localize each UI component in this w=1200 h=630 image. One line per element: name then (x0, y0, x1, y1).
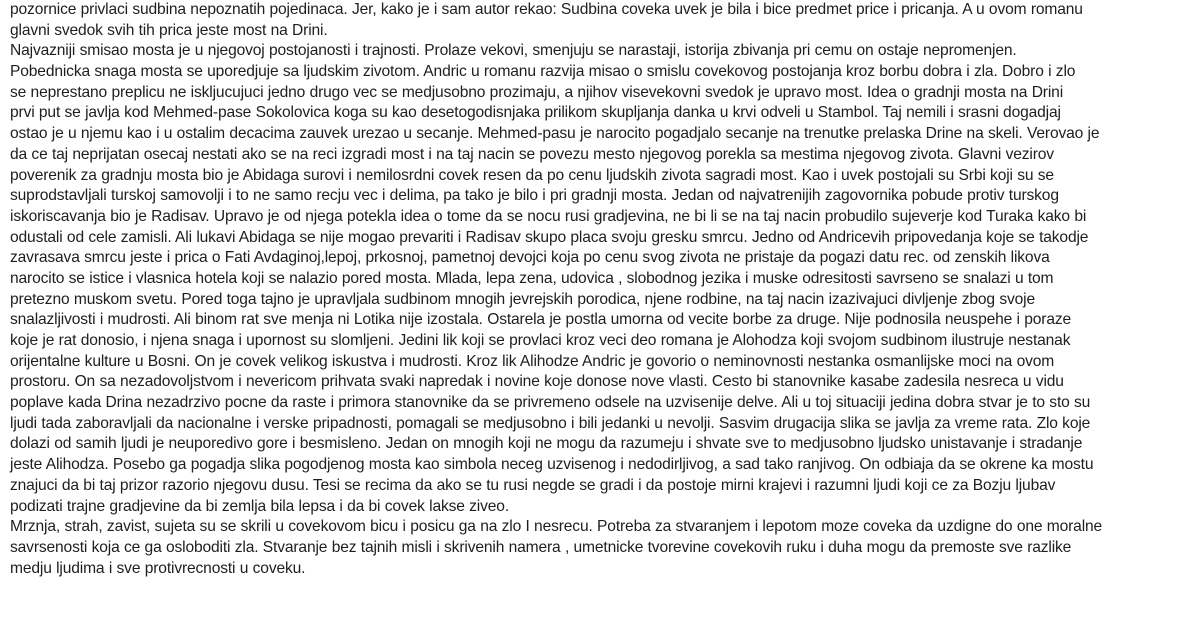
text-line: koje je rat donosio, i njena snaga i upornost su slomljeni. Jedini lik koji se provlaci kroz veci deo romana je Alohodza koji svojom sudbinom ilustruje nestanak (10, 332, 1071, 349)
text-line: dolazi od samih ljudi je neuporedivo gore i besmisleno. Jedan on mnogih koji ne mogu da razumeju i shvate sve to medjusobno ljudsko unistavanje i stradanje (10, 435, 1083, 453)
text-line: se neprestano preplicu ne iskljucujuci jedno drugo vec se medjusobno prozimaju, a njihov visevekovni svedok je upravo most. Idea o gradnji mosta na Drini (10, 83, 1064, 101)
text-line: suprodstavljali turskoj samovolji i to ne samo recju vec i delima, pa tako je bilo i pri gradnji mosta. Jedan od najvatrenijih zagovornika pobude protiv turskog (10, 187, 1059, 205)
text-line: savrsenosti koja ce ga osloboditi zla. Stvaranje bez tajnih misli i skrivenih namera , umetnicke tvorevine covekovih ruku i duha mogu da premoste sve razlike (10, 538, 1072, 556)
text-line: Mrznja, strah, zavist, sujeta su se skrili u covekovom bicu i posicu ga na zlo I nesrecu. Potreba za stvaranjem i lepotom moze coveka da uzdigne do one moralne (10, 518, 1103, 536)
text-line: Pobednicka snaga mosta se uporedjuje sa ljudskim zivotom. Andric u romanu razvija misao o smislu covekovog postojanja kroz borbu dobra i zla. Dobro i zlo (10, 63, 1076, 81)
text-line: zavrasava smrcu jeste i prica o Fati Avdaginoj,lepoj, prkosnoj, pametnoj devojci koja po cenu svog zivota ne pristaje da pogazi datu rec. od zenskih likova (10, 249, 1050, 267)
text-line: Najvazniji smisao mosta je u njegovoj postojanosti i trajnosti. Prolaze vekovi, smenjuju se narastaji, istorija zbivanja pri cemu on ostaje nepromenjen. (10, 42, 1017, 60)
text-line: poplave kada Drina nezadrzivo pocne da raste i primora stanovnike da se privremeno odsele na uzvisenije delve. Ali u toj situaciji jedina dobra stvar je to sto su (10, 394, 1091, 412)
text-line: medju ljudima i sve protivrecnosti u coveku. (10, 559, 306, 577)
text-line: narocito se istice i vlasnica hotela koji se nalazio pored mosta. Mlada, lepa zena, udovica , slobodnog jezika i muske odresitosti savrseno se snalazi u tom (10, 269, 1054, 287)
text-line: pozornice privlaci sudbina nepoznatih pojedinaca. Jer, kako je i sam autor rekao: Sudbina coveka uvek je bila i bice predmet price i pricanja. A u ovom romanu (10, 1, 1083, 18)
text-line: jeste Alihodza. Posebo ga pogadja slika pogodjenog mosta kao simbola neceg uzvisenog i nedodirljivog, a sad tako ranjivog. On odbiaja da se okrene ka mostu (10, 456, 1094, 474)
text-line: odustali od cele zamisli. Ali lukavi Abidaga se nije mogao prevariti i Radisav skupo placa svoju gresku smrcu. Jedno od Andricevih pripovedanja koje se takodje (10, 228, 1089, 246)
text-line: znajuci da bi taj prizor razorio njegovu dusu. Tesi se recima da ako se tu rusi negde se gradi i da postoje mirni krajevi i razumni ljudi koji ce za Bozju ljubav (10, 476, 1056, 494)
text-line: prvi put se javlja kod Mehmed-pase Sokolovica koga su kao desetogodisnjaka prilikom skupljanja danka u krvi odveli u Stambol. Taj nemili i srasni dogadjaj (10, 104, 1061, 122)
text-line: orijentalne kulture u Bosni. On je covek velikog iskustva i mudrosti. Kroz lik Alihodze Andric je govorio o neminovnosti nestanka osmanlijske moci na ovom (10, 352, 1055, 370)
text-line: pretezno muskom svetu. Pored toga tajno je upravljala sudbinom mnogih jevrejskih porodica, njene rodbine, na taj nacin izazivajuci divljenje zbog svoje (10, 290, 1035, 308)
text-line: iskoriscavanja bio je Radisav. Upravo je od njega potekla idea o tome da se nocu rusi gradjevina, ne bi li se na taj nacin probudilo sujeverje kod Turaka kako bi (10, 207, 1087, 225)
document-body (10, 0, 1200, 579)
text-line: da ce taj neprijatan osecaj nestati ako se na reci izgradi most i na taj nacin se povezu mesto njegovog porekla sa mestima njegovog zivota. Glavni vezirov (10, 145, 1054, 163)
text-line: prostoru. On sa nezadovoljstvom i nevericom prihvata svaki napredak i novine koje donose nove vlasti. Cesto bi stanovnike kasabe zadesila nesreca u vidu (10, 373, 1064, 391)
text-line: ostao je u njemu kao i u ostalim decacima zauvek urezao u secanje. Mehmed-pasu je narocito pogadjalo secanje na trenutke prelaska Drine na skeli. Verovao je (10, 125, 1100, 143)
text-line: podizati trajne gradjevine da bi zemlja bila lepsa i da bi covek lakse ziveo. (10, 497, 509, 515)
text-line: ljudi tada zaboravljali da nacionalne i verske pripadnosti, pomagali se medjusobno i bili jedanki u nevolji. Sasvim drugacija slika se javlja za vreme rata. Zlo koje (10, 414, 1091, 432)
text-line: glavni svedok svih tih prica jeste most na Drini. (10, 21, 328, 39)
text-line: poverenik za gradnju mosta bio je Abidaga surovi i nemilosrdni covek resen da po cenu ljudskih zivota sagradi most. Kao i uvek postojali su Srbi koji su se (10, 166, 1054, 184)
text-line: snalazljivosti i mudrosti. Ali binom rat sve menja ni Lotika nije izostala. Ostarela je postla umorna od vecite borbe za druge. Nije podnosila neuspehe i poraze (10, 311, 1072, 329)
